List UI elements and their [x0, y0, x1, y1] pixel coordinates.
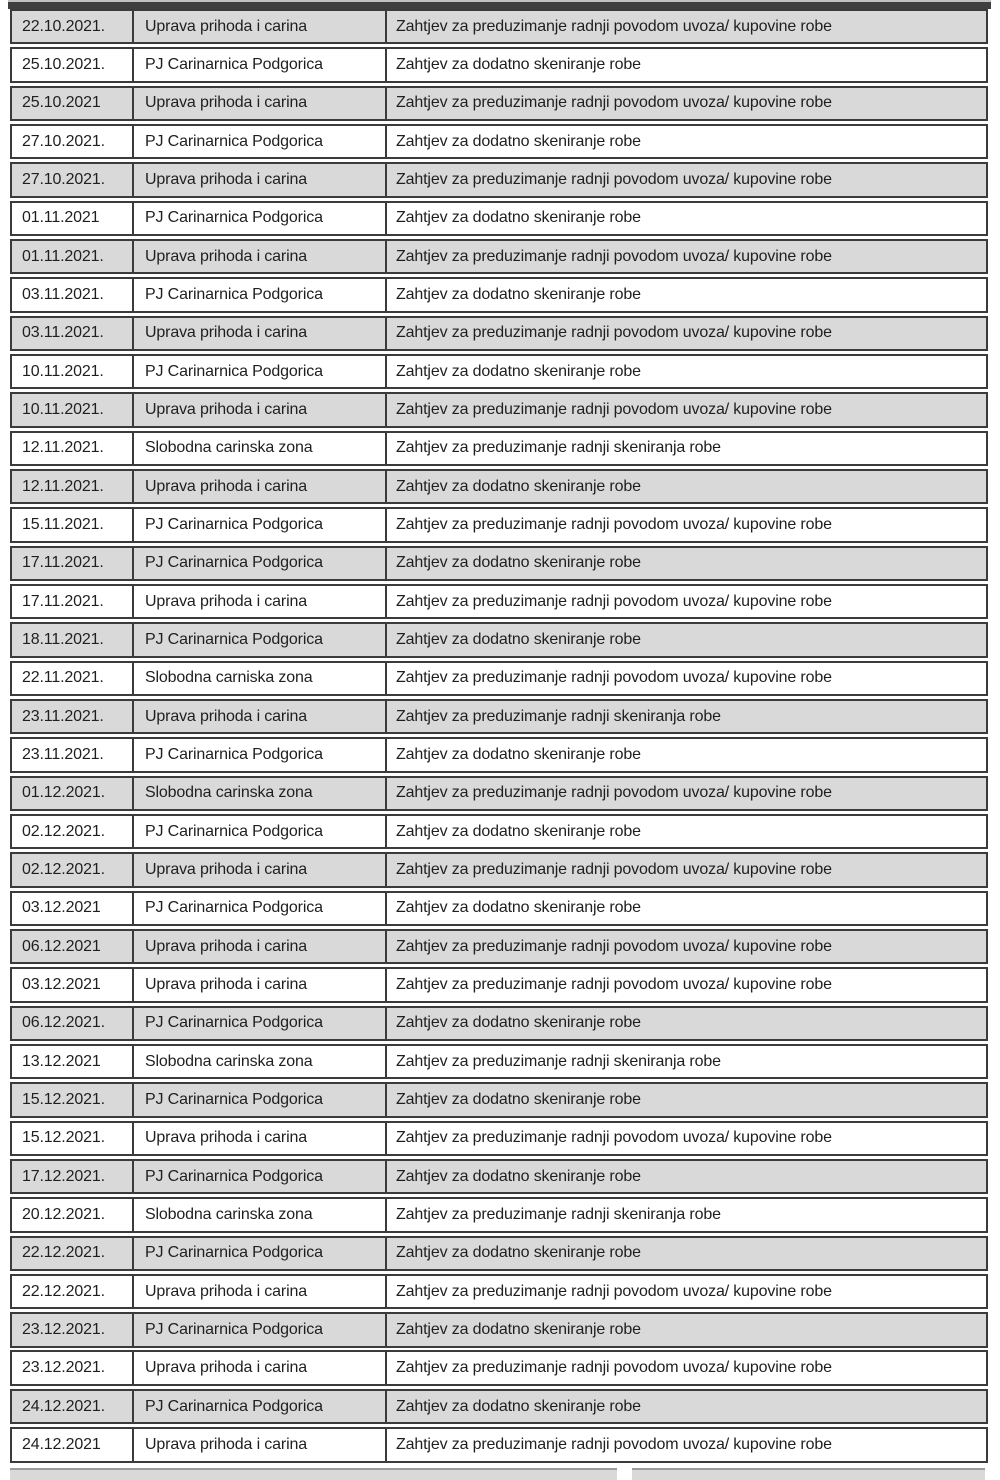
cell-organization: PJ Carinarnica Podgorica	[134, 126, 387, 157]
cell-organization: Uprava prihoda i carina	[134, 1352, 387, 1383]
cell-request: Zahtjev za preduzimanje radnji povodom uvoza/ kupovine robe	[396, 1282, 832, 1300]
cell-organization: Uprava prihoda i carina	[134, 88, 387, 119]
cell-organization: Slobodna carinska zona	[134, 778, 387, 809]
table-row	[10, 239, 988, 274]
cell-date: 06.12.2021.	[12, 1008, 134, 1039]
cell-organization: PJ Carinarnica Podgorica	[134, 203, 387, 234]
requests-table	[10, 9, 988, 1465]
cell-organization: PJ Carinarnica Podgorica	[134, 49, 387, 80]
table-row	[10, 1159, 988, 1194]
cell-date: 22.11.2021.	[12, 663, 134, 694]
cell-request: Zahtjev za dodatno skeniranje robe	[396, 362, 641, 380]
bottom-cutoff-right-segment	[632, 1468, 985, 1480]
cell-request: Zahtjev za preduzimanje radnji povodom uvoza/ kupovine robe	[396, 171, 832, 188]
table-row	[10, 316, 988, 351]
cell-request: Zahtjev za dodatno skeniranje robe	[396, 1320, 641, 1338]
cell-organization: Slobodna carinska zona	[134, 433, 387, 464]
table-row	[10, 699, 988, 734]
cell-date: 17.11.2021.	[12, 548, 134, 579]
cell-date: 15.11.2021.	[12, 509, 134, 540]
cell-date: 12.11.2021.	[12, 433, 134, 464]
table-row	[10, 162, 988, 197]
table-row	[10, 737, 988, 772]
cell-request: Zahtjev za preduzimanje radnji povodom uvoza/ kupovine robe	[396, 1129, 832, 1147]
cell-date: 24.12.2021	[12, 1429, 134, 1460]
cell-organization: Slobodna carinska zona	[134, 1046, 387, 1077]
cell-organization: PJ Carinarnica Podgorica	[134, 1008, 387, 1039]
cell-date: 23.12.2021.	[12, 1352, 134, 1383]
cell-request: Zahtjev za preduzimanje radnji povodom uvoza/ kupovine robe	[396, 400, 832, 418]
cell-request: Zahtjev za dodatno skeniranje robe	[396, 822, 641, 840]
cell-request: Zahtjev za dodatno skeniranje robe	[396, 56, 641, 74]
table-row	[10, 469, 988, 504]
cell-date: 24.12.2021.	[12, 1391, 134, 1422]
cell-request: Zahtjev za preduzimanje radnji povodom uvoza/ kupovine robe	[396, 1435, 832, 1453]
cell-date: 03.11.2021.	[12, 318, 134, 349]
cell-organization: Uprava prihoda i carina	[134, 394, 387, 425]
cell-organization: PJ Carinarnica Podgorica	[134, 1314, 387, 1345]
cell-organization: Uprava prihoda i carina	[134, 1123, 387, 1154]
table-row	[10, 1312, 988, 1347]
cell-organization: PJ Carinarnica Podgorica	[134, 624, 387, 655]
table-row	[10, 392, 988, 427]
table-row	[10, 1274, 988, 1309]
cell-organization: Uprava prihoda i carina	[134, 931, 387, 962]
table-row	[10, 1197, 988, 1232]
table-row	[10, 9, 988, 44]
cell-organization: PJ Carinarnica Podgorica	[134, 548, 387, 579]
cell-date: 23.12.2021.	[12, 1314, 134, 1345]
table-row	[10, 929, 988, 964]
table-row	[10, 277, 988, 312]
cell-date: 13.12.2021	[12, 1046, 134, 1077]
cell-organization: Slobodna carinska zona	[134, 1199, 387, 1230]
cell-request: Zahtjev za preduzimanje radnji povodom uvoza/ kupovine robe	[396, 17, 832, 35]
bottom-cutoff-left-segment	[10, 1468, 617, 1480]
cell-organization: PJ Carinarnica Podgorica	[134, 893, 387, 924]
table-row	[10, 1350, 988, 1385]
cell-request: Zahtjev za dodatno skeniranje robe	[396, 899, 641, 917]
top-cutoff-row-edge	[8, 0, 991, 9]
cell-request: Zahtjev za dodatno skeniranje robe	[396, 209, 641, 227]
cell-organization: PJ Carinarnica Podgorica	[134, 356, 387, 387]
table-row	[10, 354, 988, 389]
cell-request: Zahtjev za preduzimanje radnji povodom uvoza/ kupovine robe	[396, 1359, 832, 1377]
cell-date: 12.11.2021.	[12, 471, 134, 502]
table-row	[10, 546, 988, 581]
cell-date: 01.11.2021.	[12, 241, 134, 272]
cell-request: Zahtjev za dodatno skeniranje robe	[396, 1167, 641, 1185]
cell-date: 02.12.2021.	[12, 816, 134, 847]
cell-request: Zahtjev za dodatno skeniranje robe	[396, 477, 641, 495]
cell-organization: Uprava prihoda i carina	[134, 701, 387, 732]
cell-organization: Uprava prihoda i carina	[134, 164, 387, 195]
cell-date: 03.11.2021.	[12, 279, 134, 310]
table-row	[10, 776, 988, 811]
cell-organization: Uprava prihoda i carina	[134, 1276, 387, 1307]
table-row	[10, 1427, 988, 1462]
cell-organization: Uprava prihoda i carina	[134, 1429, 387, 1460]
table-row	[10, 201, 988, 236]
cell-date: 03.12.2021	[12, 969, 134, 1000]
table-row	[10, 661, 988, 696]
cell-organization: PJ Carinarnica Podgorica	[134, 1391, 387, 1422]
cell-date: 20.12.2021.	[12, 1199, 134, 1230]
cell-organization: PJ Carinarnica Podgorica	[134, 279, 387, 310]
cell-organization: Uprava prihoda i carina	[134, 11, 387, 42]
cell-date: 06.12.2021	[12, 931, 134, 962]
cell-organization: PJ Carinarnica Podgorica	[134, 1084, 387, 1115]
cell-organization: PJ Carinarnica Podgorica	[134, 509, 387, 540]
table-row	[10, 1389, 988, 1424]
cell-organization: Uprava prihoda i carina	[134, 318, 387, 349]
cell-date: 22.12.2021.	[12, 1276, 134, 1307]
cell-date: 23.11.2021.	[12, 701, 134, 732]
cell-request: Zahtjev za dodatno skeniranje robe	[396, 1014, 641, 1032]
cell-organization: Uprava prihoda i carina	[134, 969, 387, 1000]
cell-request: Zahtjev za preduzimanje radnji povodom uvoza/ kupovine robe	[396, 247, 832, 265]
cell-date: 15.12.2021.	[12, 1123, 134, 1154]
cell-organization: PJ Carinarnica Podgorica	[134, 816, 387, 847]
cell-date: 10.11.2021.	[12, 356, 134, 387]
cell-date: 25.10.2021	[12, 88, 134, 119]
cell-date: 22.10.2021.	[12, 11, 134, 42]
table-row	[10, 431, 988, 466]
cell-organization: PJ Carinarnica Podgorica	[134, 1161, 387, 1192]
cell-request: Zahtjev za dodatno skeniranje robe	[396, 630, 641, 648]
table-row	[10, 814, 988, 849]
cell-request: Zahtjev za dodatno skeniranje robe	[396, 554, 641, 572]
cell-date: 23.11.2021.	[12, 739, 134, 770]
cell-organization: Uprava prihoda i carina	[134, 854, 387, 885]
cell-date: 22.12.2021.	[12, 1238, 134, 1269]
cell-organization: Uprava prihoda i carina	[134, 586, 387, 617]
cell-request: Zahtjev za preduzimanje radnji povodom uvoza/ kupovine robe	[396, 784, 832, 802]
cell-request: Zahtjev za preduzimanje radnji povodom uvoza/ kupovine robe	[396, 94, 832, 112]
cell-request: Zahtjev za preduzimanje radnji povodom uvoza/ kupovine robe	[396, 975, 832, 993]
cell-organization: Uprava prihoda i carina	[134, 471, 387, 502]
cell-request: Zahtjev za dodatno skeniranje robe	[396, 1244, 641, 1262]
cell-request: Zahtjev za preduzimanje radnji povodom uvoza/ kupovine robe	[396, 860, 832, 878]
cell-date: 15.12.2021.	[12, 1084, 134, 1115]
table-row	[10, 967, 988, 1002]
bottom-cutoff-row-edge	[10, 1468, 985, 1480]
cell-request: Zahtjev za preduzimanje radnji skeniranja robe	[396, 1052, 721, 1070]
cell-organization: PJ Carinarnica Podgorica	[134, 1238, 387, 1269]
cell-date: 17.12.2021.	[12, 1161, 134, 1192]
table-row	[10, 622, 988, 657]
table-row	[10, 1006, 988, 1041]
table-row	[10, 47, 988, 82]
table-row	[10, 124, 988, 159]
table-row	[10, 852, 988, 887]
cell-request: Zahtjev za preduzimanje radnji povodom uvoza/ kupovine robe	[396, 592, 832, 610]
cell-request: Zahtjev za dodatno skeniranje robe	[396, 132, 641, 150]
cell-date: 02.12.2021.	[12, 854, 134, 885]
cell-date: 25.10.2021.	[12, 49, 134, 80]
table-row	[10, 1082, 988, 1117]
cell-request: Zahtjev za preduzimanje radnji povodom uvoza/ kupovine robe	[396, 324, 832, 342]
cell-date: 27.10.2021.	[12, 164, 134, 195]
cell-request: Zahtjev za preduzimanje radnji povodom uvoza/ kupovine robe	[396, 937, 832, 955]
table-row	[10, 584, 988, 619]
cell-request: Zahtjev za preduzimanje radnji skeniranja robe	[396, 707, 721, 725]
cell-organization: Slobodna carniska zona	[134, 663, 387, 694]
table-row	[10, 891, 988, 926]
cell-date: 10.11.2021.	[12, 394, 134, 425]
table-row	[10, 86, 988, 121]
cell-request: Zahtjev za preduzimanje radnji skeniranja robe	[396, 439, 721, 457]
cell-organization: Uprava prihoda i carina	[134, 241, 387, 272]
cell-date: 03.12.2021	[12, 893, 134, 924]
table-row	[10, 507, 988, 542]
cell-request: Zahtjev za dodatno skeniranje robe	[396, 1397, 641, 1415]
cell-organization: PJ Carinarnica Podgorica	[134, 739, 387, 770]
cell-date: 27.10.2021.	[12, 126, 134, 157]
cell-request: Zahtjev za preduzimanje radnji povodom uvoza/ kupovine robe	[396, 515, 832, 533]
cell-date: 01.11.2021	[12, 203, 134, 234]
table-row	[10, 1044, 988, 1079]
cell-request: Zahtjev za dodatno skeniranje robe	[396, 285, 641, 303]
cell-request: Zahtjev za dodatno skeniranje robe	[396, 1090, 641, 1108]
cell-date: 17.11.2021.	[12, 586, 134, 617]
cell-date: 01.12.2021.	[12, 778, 134, 809]
table-row	[10, 1121, 988, 1156]
cell-request: Zahtjev za preduzimanje radnji povodom uvoza/ kupovine robe	[396, 669, 832, 687]
table-row	[10, 1236, 988, 1271]
cell-request: Zahtjev za preduzimanje radnji skeniranja robe	[396, 1205, 721, 1223]
cell-request: Zahtjev za dodatno skeniranje robe	[396, 745, 641, 763]
cell-date: 18.11.2021.	[12, 624, 134, 655]
